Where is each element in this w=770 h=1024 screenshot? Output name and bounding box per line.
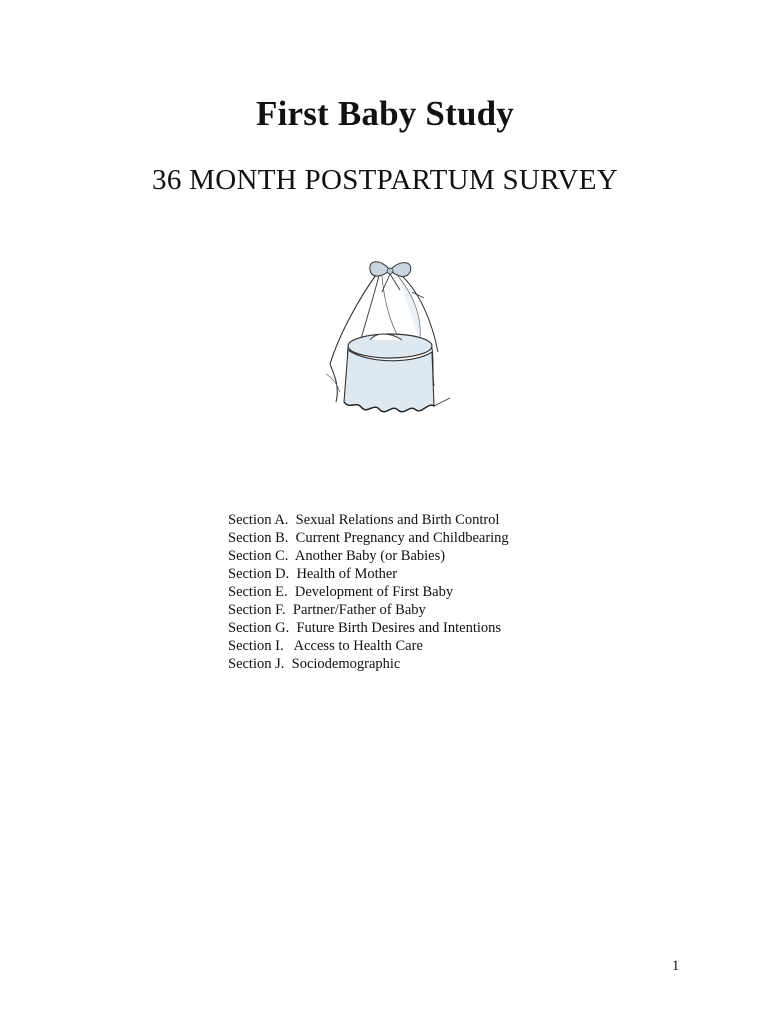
section-item: Section G. Future Birth Desires and Intentions [228, 620, 502, 636]
section-item: Section A. Sexual Relations and Birth Control [228, 512, 500, 528]
section-item: Section F. Partner/Father of Baby [228, 602, 426, 618]
section-item: Section B. Current Pregnancy and Childbearing [228, 530, 509, 546]
section-item: Section J. Sociodemographic [228, 656, 401, 672]
section-item: Section C. Another Baby (or Babies) [228, 548, 446, 564]
document-subtitle: 36 MONTH POSTPARTUM SURVEY [152, 164, 618, 196]
section-item: Section E. Development of First Baby [228, 584, 454, 600]
page-number: 1 [672, 958, 680, 974]
section-item: Section D. Health of Mother [228, 566, 398, 582]
bassinet-icon [310, 252, 460, 420]
document-title: First Baby Study [256, 94, 514, 133]
section-item: Section I. Access to Health Care [228, 638, 423, 654]
section-list [228, 511, 509, 673]
